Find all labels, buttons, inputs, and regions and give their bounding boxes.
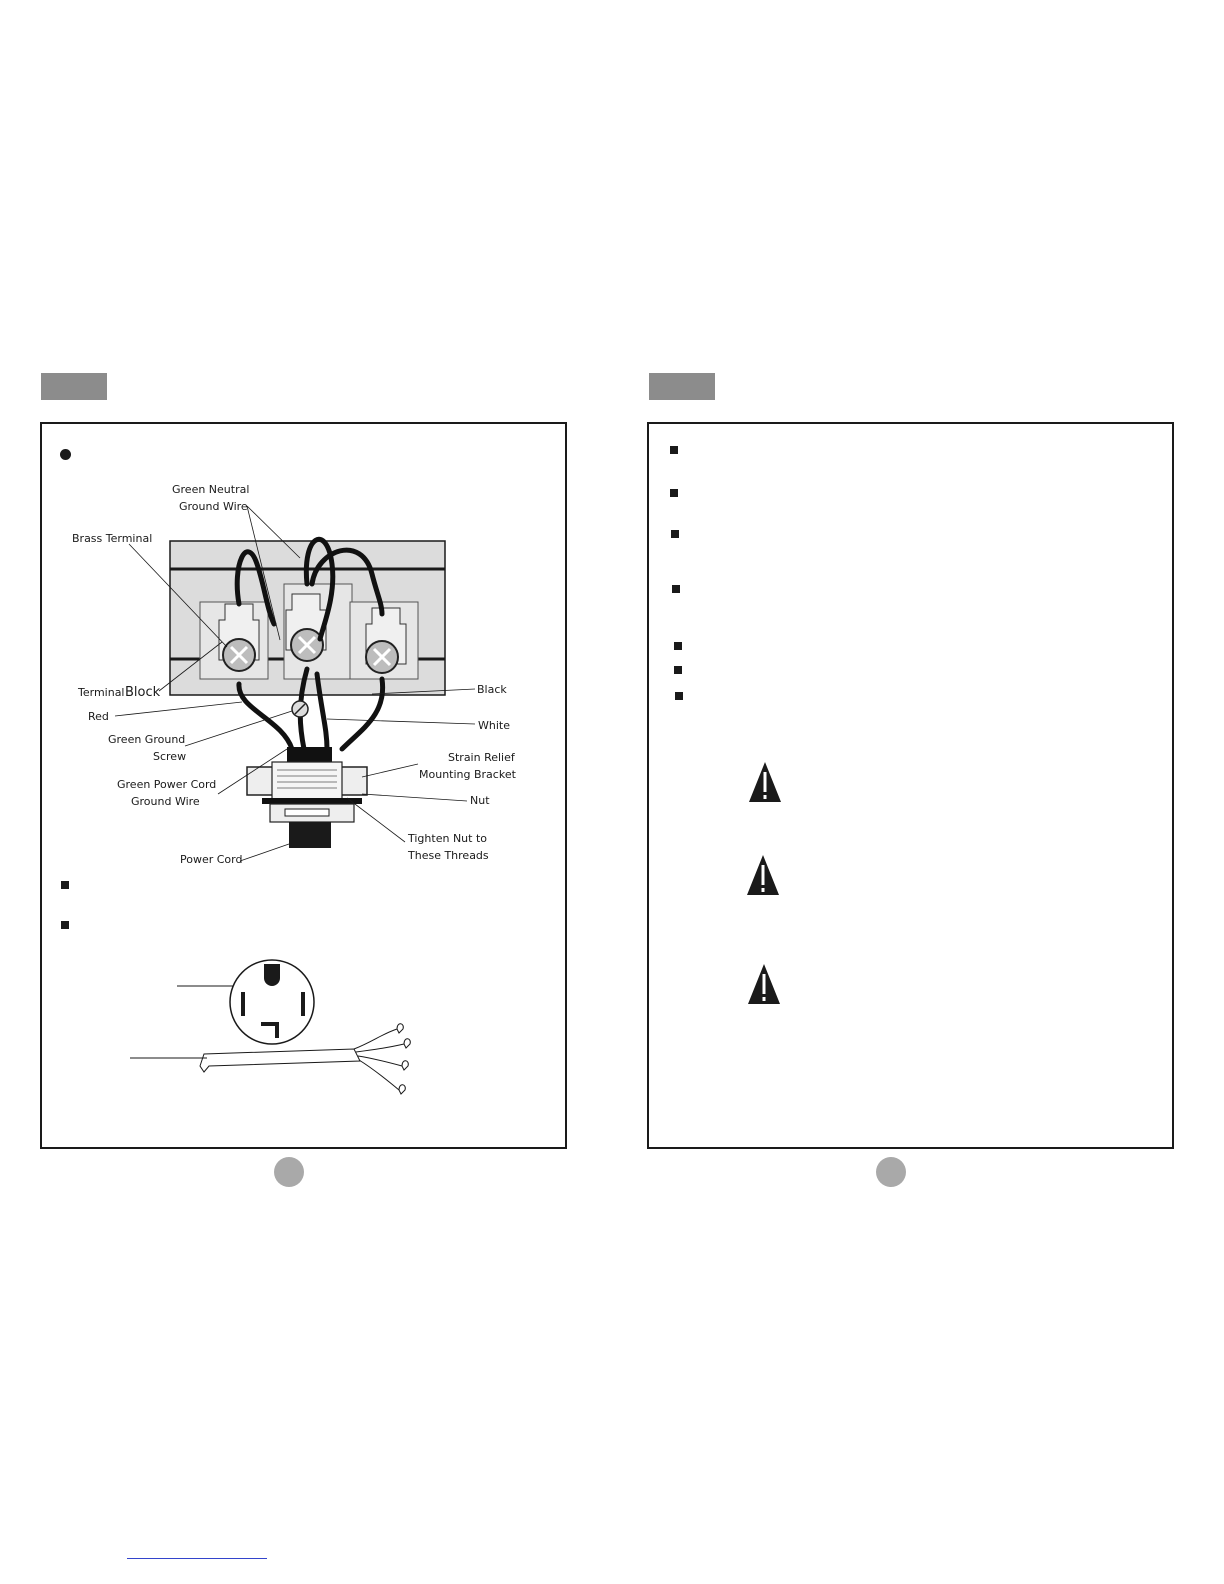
label-green-neutral: Green Neutral xyxy=(172,483,250,496)
label-red: Red xyxy=(88,710,109,723)
power-cord-drawing xyxy=(200,1024,410,1094)
right-bullet-1 xyxy=(670,446,678,454)
right-bullet-5 xyxy=(674,642,682,650)
plug-diagram xyxy=(42,944,565,1194)
label-brass-terminal: Brass Terminal xyxy=(72,532,153,545)
right-section-tab xyxy=(649,373,715,400)
warning-triangle-icon xyxy=(747,963,781,1005)
label-black: Black xyxy=(477,683,507,696)
label-terminal: Terminal xyxy=(78,686,125,699)
right-page-number xyxy=(876,1157,906,1187)
label-nut: Nut xyxy=(470,794,490,807)
right-panel xyxy=(647,422,1174,1149)
label-tighten: Tighten Nut to xyxy=(408,832,487,845)
left-panel xyxy=(40,422,567,1149)
label-ground-wire: Ground Wire xyxy=(131,795,200,808)
right-bullet-3 xyxy=(671,530,679,538)
left-page-number xyxy=(274,1157,304,1187)
right-bullet-6 xyxy=(674,666,682,674)
warning-triangle-icon xyxy=(746,854,780,896)
label-mounting-bracket: Mounting Bracket xyxy=(419,768,516,781)
label-green-power-cord: Green Power Cord xyxy=(117,778,217,791)
label-green-ground: Green Ground xyxy=(108,733,186,746)
warning-triangle-icon xyxy=(748,761,782,803)
label-power-cord: Power Cord xyxy=(180,853,243,866)
right-bullet-7 xyxy=(675,692,683,700)
label-block: Block xyxy=(125,685,161,700)
label-strain-relief: Strain Relief xyxy=(448,751,515,764)
left-bullet-1 xyxy=(61,881,69,889)
left-section-tab xyxy=(41,373,107,400)
label-threads: These Threads xyxy=(408,849,489,862)
label-screw: Screw xyxy=(153,750,187,763)
right-bullet-4 xyxy=(672,585,680,593)
right-bullet-2 xyxy=(670,489,678,497)
strain-relief xyxy=(247,747,367,848)
label-white: White xyxy=(478,719,510,732)
label-green-neutral-2: Ground Wire xyxy=(179,500,248,513)
left-bullet-2 xyxy=(61,921,69,929)
footer-link-underline[interactable] xyxy=(127,1558,267,1559)
